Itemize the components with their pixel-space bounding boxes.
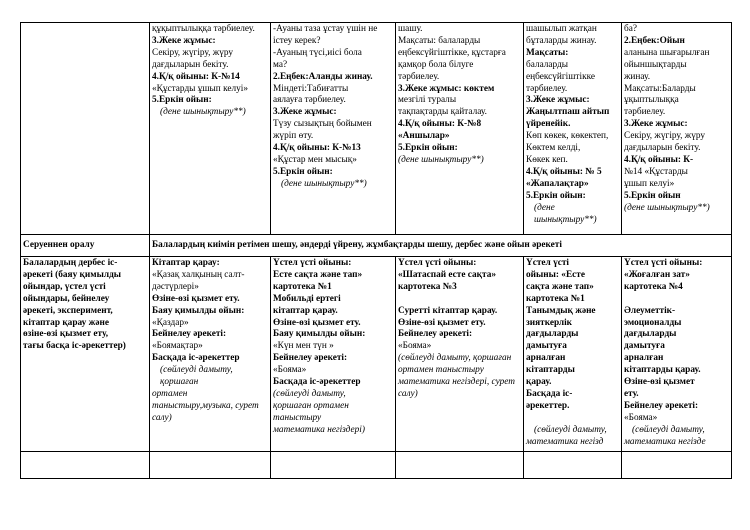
cell-text-line: тақпақтарды қайталау. bbox=[398, 107, 487, 118]
cell-text-line: (сөйлеуді дамыту, bbox=[273, 388, 346, 399]
cell-text-line: 4.Қ/қ ойыны: К- bbox=[624, 154, 694, 165]
cell-text-line: «Бояма» bbox=[398, 341, 432, 352]
day-cell bbox=[271, 257, 396, 452]
cell-text-line: шынықтыру**) bbox=[534, 214, 597, 225]
return-description: Балалардың киімін ретімен шешу, әндерді үйрену, жұмбақтарды шешу, дербес және ойын әрекеті bbox=[152, 239, 562, 250]
cell-text-line: (дене шынықтыру**) bbox=[624, 202, 710, 213]
cell-text-line: Міндеті:Табиғатты bbox=[273, 83, 349, 94]
cell-text-line: 2.Еңбек:Аланды жинау. bbox=[273, 71, 373, 82]
cell-text-line: тәрбиелеу. bbox=[398, 71, 440, 82]
cell-text-line: шашылып жатқан bbox=[526, 24, 597, 34]
cell-text-line: қамқор бола білуге bbox=[398, 59, 474, 70]
day-cell bbox=[524, 257, 622, 452]
cell-text-line: Көктем келді, bbox=[526, 143, 581, 154]
cell-text-line: «Қаздар» bbox=[152, 317, 189, 328]
cell-text-line: Басқада іс-әрекеттер bbox=[152, 353, 240, 364]
day-cell bbox=[622, 23, 732, 235]
cell-text-line: ортамен таныстыру bbox=[398, 365, 484, 376]
cell-text-line: (дене шынықтыру**) bbox=[160, 107, 246, 118]
cell-text-line: (дене bbox=[534, 202, 555, 213]
cell-text-line: Суретті кітаптар қарау. bbox=[398, 305, 498, 316]
cell-text-line: картотека №1 bbox=[273, 281, 332, 292]
cell-text-line: ба? bbox=[624, 24, 637, 34]
plan-document bbox=[20, 22, 731, 500]
cell-text-line: Баяу қимылды ойын: bbox=[273, 329, 366, 340]
cell-text-line: Секіру, жүгіру, жүру bbox=[624, 131, 706, 142]
cell-text-line: 5.Еркін ойын bbox=[624, 190, 681, 201]
day-cell bbox=[396, 23, 524, 235]
cell-text-line bbox=[398, 294, 521, 306]
cell-text-line: Үстел үсті bbox=[526, 258, 569, 268]
cell-text-line: 4.Қ/қ ойыны: К-№14 bbox=[152, 71, 240, 82]
cell-text-line: Көп көкек, көкектеп, bbox=[526, 131, 609, 142]
cell-text-line: қарау. bbox=[526, 377, 552, 388]
empty-cell bbox=[396, 452, 524, 479]
cell-text-line: шашу. bbox=[398, 24, 423, 34]
cell-text-line: әрекеті (баяу қимылды bbox=[23, 269, 122, 280]
cell-text-line: 4.Қ/қ ойыны: К-№13 bbox=[273, 143, 361, 154]
cell-text-line: 3.Жеке жұмыс: bbox=[152, 35, 216, 46]
day-cell bbox=[524, 23, 622, 235]
cell-text-line: еңбексүйгіштікке bbox=[526, 71, 596, 82]
cell-text-line: №14 «Құстарды bbox=[624, 166, 688, 177]
cell-text-line: Үстел үсті ойыны: bbox=[398, 258, 477, 268]
cell-text-line: істеу керек? bbox=[273, 35, 321, 46]
table-row-independent-activity bbox=[21, 257, 732, 452]
cell-text-line: (сөйлеуді дамыту, қоршаған bbox=[398, 353, 512, 364]
empty-cell bbox=[524, 452, 622, 479]
cell-text-line: Мақсаты:Баларды bbox=[624, 83, 696, 94]
cell-text-line: аялауға тәрбиелеу. bbox=[273, 95, 346, 106]
cell-text-line: құқыптылыққа тәрбиелеу. bbox=[152, 24, 255, 34]
cell-text-line: Өзіне-өзі қызмет bbox=[624, 377, 695, 388]
cell-text-line: Түзу сызықтың бойымен bbox=[273, 119, 372, 130]
cell-text-line: Мақсаты: балаларды bbox=[398, 35, 481, 46]
cell-text-line bbox=[526, 413, 619, 425]
cell-text-line: Басқада іс-әрекеттер bbox=[273, 377, 361, 388]
cell-text-line: кітаптарды bbox=[526, 365, 575, 376]
cell-text-line: Есте сақта және тап» bbox=[273, 269, 363, 280]
cell-text-line: 5.Еркін ойын: bbox=[398, 143, 458, 154]
cell-text-line: Әлеуметтік- bbox=[624, 305, 676, 316]
empty-cell bbox=[150, 452, 271, 479]
cell-text-line: Балалардың дербес іс- bbox=[23, 258, 118, 268]
cell-text-line: тағы басқа іс-әрекеттер) bbox=[23, 341, 126, 352]
cell-text-line: 5.Еркін ойын: bbox=[273, 166, 333, 177]
cell-text-line: дағдыларды bbox=[526, 329, 579, 340]
cell-text-line: Басқада іс- bbox=[526, 388, 573, 399]
cell-text-line: Өзіне-өзі қызмет ету. bbox=[273, 317, 361, 328]
cell-text-line: ортамен bbox=[152, 388, 188, 399]
cell-text-line: дамытуға bbox=[624, 341, 665, 352]
cell-text-line: «Бояма» bbox=[624, 412, 658, 423]
cell-text-line: бұталарды жинау. bbox=[526, 35, 597, 46]
cell-text-line: «Құстар мен мысық» bbox=[273, 154, 357, 165]
cell-text-line: кітаптар қарау және bbox=[23, 317, 110, 328]
cell-text-line: мезгілі туралы bbox=[398, 95, 457, 106]
cell-text-line: Баяу қимылды ойын: bbox=[152, 305, 245, 316]
cell-text-line: дағдыларын бекіту. bbox=[152, 59, 229, 70]
cell-text-line: (сөйлеуді дамыту, bbox=[632, 424, 705, 435]
cell-text-line: Бейнелеу әрекеті: bbox=[624, 400, 699, 411]
cell-text-line: ұқыптылыққа bbox=[624, 95, 679, 106]
cell-text-line: үйренейік. bbox=[526, 119, 571, 130]
cell-text-line: Үстел үсті ойыны: bbox=[624, 258, 703, 268]
cell-text-line: Көкек кеп. bbox=[526, 154, 568, 165]
cell-text-line: ойыншықтарды bbox=[624, 59, 687, 70]
cell-text-line: таныстыру bbox=[273, 412, 322, 423]
cell-text-line: 3.Жеке жұмыс: bbox=[624, 119, 688, 130]
cell-text-line: 5.Еркін ойын: bbox=[152, 95, 212, 106]
merged-cell bbox=[150, 235, 732, 257]
table-row-activities bbox=[21, 23, 732, 235]
cell-text-line: «Аншылар» bbox=[398, 131, 450, 142]
cell-text-line: тәрбиелеу. bbox=[624, 107, 666, 118]
cell-text-line: әрекеттер. bbox=[526, 400, 570, 411]
cell-text-line: салу) bbox=[398, 388, 418, 399]
cell-text-line: Кітаптар қарау: bbox=[152, 258, 220, 268]
day-cell bbox=[150, 257, 271, 452]
cell-text-line: (сөйлеуді дамыту, қоршаған bbox=[160, 365, 233, 388]
cell-text-line: 5.Еркін ойын: bbox=[526, 190, 586, 201]
empty-cell bbox=[622, 452, 732, 479]
cell-text-line: 3.Жеке жұмыс: bbox=[273, 107, 337, 118]
day-cell bbox=[396, 257, 524, 452]
cell-text-line: «Қазақ халқының салт- bbox=[152, 269, 245, 280]
cell-text-line: (дене шынықтыру**) bbox=[398, 154, 484, 165]
cell-text-line: дамытуға bbox=[526, 341, 567, 352]
cell-text-line: арналған bbox=[526, 353, 566, 364]
cell-text-line: сақта және тап» bbox=[526, 281, 594, 292]
table-row-return bbox=[21, 235, 732, 257]
cell-text-line: ойындары, бейнелеу bbox=[23, 293, 110, 304]
cell-text-line: әрекеті, эксперимент, bbox=[23, 305, 113, 316]
cell-text-line: жинау. bbox=[624, 71, 651, 82]
cell-text-line: ойыны: «Есте bbox=[526, 269, 585, 280]
cell-text-line: кітаптар қарау. bbox=[273, 305, 338, 316]
empty-cell bbox=[21, 452, 150, 479]
cell-text-line: картотека №3 bbox=[398, 281, 457, 292]
cell-text-line: «Бояма» bbox=[273, 365, 307, 376]
cell-text-line: дағдыларды bbox=[624, 329, 677, 340]
cell-text-line: -Ауаның түсі,иісі бола bbox=[273, 47, 362, 58]
cell-text-line: дағдыларын бекіту. bbox=[624, 143, 701, 154]
row-label-cell bbox=[21, 235, 150, 257]
cell-text-line: тәрбиелеу. bbox=[526, 83, 568, 94]
cell-text-line: -Ауаны таза ұстау үшін не bbox=[273, 24, 378, 34]
cell-text-line: (дене шынықтыру**) bbox=[281, 178, 367, 189]
cell-text-line: эмоционалды bbox=[624, 317, 682, 328]
cell-text-line: 4.Қ/қ ойыны: К-№8 bbox=[398, 119, 482, 130]
cell-text-line: Танымдық және bbox=[526, 305, 596, 316]
cell-text-line: Мобильді ертегі bbox=[273, 293, 341, 304]
day-cell bbox=[150, 23, 271, 235]
cell-text-line: дәстүрлері» bbox=[152, 281, 199, 292]
cell-text-line: Өзіне-өзі қызмет ету. bbox=[152, 293, 240, 304]
cell-text-line: «Жапалақтар» bbox=[526, 178, 589, 189]
cell-text-line: ету. bbox=[624, 388, 639, 399]
cell-text-line: картотека №1 bbox=[526, 293, 585, 304]
cell-text-line: Бейнелеу әрекеті: bbox=[273, 353, 348, 364]
cell-text-line: кітаптарды қарау. bbox=[624, 365, 701, 376]
cell-text-line: ма? bbox=[273, 59, 288, 70]
cell-text-line: зияткерлік bbox=[526, 317, 573, 328]
row-label: Серуеннен оралу bbox=[23, 239, 95, 250]
cell-text-line: Бейнелеу әрекеті: bbox=[152, 329, 227, 340]
cell-text-line: Жаңылтпаш айтып bbox=[526, 107, 610, 118]
cell-text-line: Мақсаты: bbox=[526, 47, 569, 58]
empty-cell bbox=[271, 452, 396, 479]
cell-text-line: математика негіздері, сурет bbox=[398, 377, 515, 388]
day-cell bbox=[622, 257, 732, 452]
cell-text-line: математика негіздері) bbox=[273, 424, 365, 435]
row-label-cell bbox=[21, 257, 150, 452]
cell-text-line: 3.Жеке жұмыс: көктем bbox=[398, 83, 495, 94]
cell-text-line: математика негізд bbox=[526, 436, 604, 447]
cell-text-line: «Шатаспай есте сақта» bbox=[398, 269, 497, 280]
cell-text-line: аланына шығарылған bbox=[624, 47, 710, 58]
cell-text-line: ойындар, үстел үсті bbox=[23, 281, 106, 292]
cell-text-line: «Жоғалған зат» bbox=[624, 269, 690, 280]
cell-text-line: ұшып келуі» bbox=[624, 178, 675, 189]
day-cell bbox=[271, 23, 396, 235]
cell-text-line: Бейнелеу әрекеті: bbox=[398, 329, 473, 340]
cell-text-line: Үстел үсті ойыны: bbox=[273, 258, 352, 268]
cell-text-line: еңбексүйгіштікке, құстарға bbox=[398, 47, 506, 58]
cell-text-line: өзіне-өзі қызмет ету, bbox=[23, 329, 109, 340]
cell-text-line: балаларды bbox=[526, 59, 569, 70]
cell-text-line: арналған bbox=[624, 353, 664, 364]
cell-text-line: «Боямақтар» bbox=[152, 341, 203, 352]
cell-text-line: салу) bbox=[152, 412, 172, 423]
row-label-cell bbox=[21, 23, 150, 235]
table-row-empty bbox=[21, 452, 732, 479]
cell-text-line: 3.Жеке жұмыс: bbox=[526, 95, 590, 106]
cell-text-line: «Күн мен түн » bbox=[273, 341, 334, 352]
daily-plan-table bbox=[20, 22, 732, 479]
cell-text-line: «Құстарды ұшып келуі» bbox=[152, 83, 249, 94]
cell-text-line: жүріп өту. bbox=[273, 131, 314, 142]
cell-text-line: (сөйлеуді дамыту, bbox=[534, 424, 607, 435]
cell-text-line: Өзіне-өзі қызмет ету. bbox=[398, 317, 486, 328]
cell-text-line: қоршаған ортамен bbox=[273, 400, 349, 411]
cell-text-line bbox=[624, 294, 729, 306]
cell-text-line: математика негізде bbox=[624, 436, 706, 447]
cell-text-line: Секіру, жүгіру, жүру bbox=[152, 47, 234, 58]
cell-text-line: картотека №4 bbox=[624, 281, 683, 292]
cell-text-line: 4.Қ/қ ойыны: № 5 bbox=[526, 166, 602, 177]
cell-text-line: 2.Еңбек:Ойын bbox=[624, 35, 685, 46]
cell-text-line: таныстыру,музыка, сурет bbox=[152, 400, 259, 411]
